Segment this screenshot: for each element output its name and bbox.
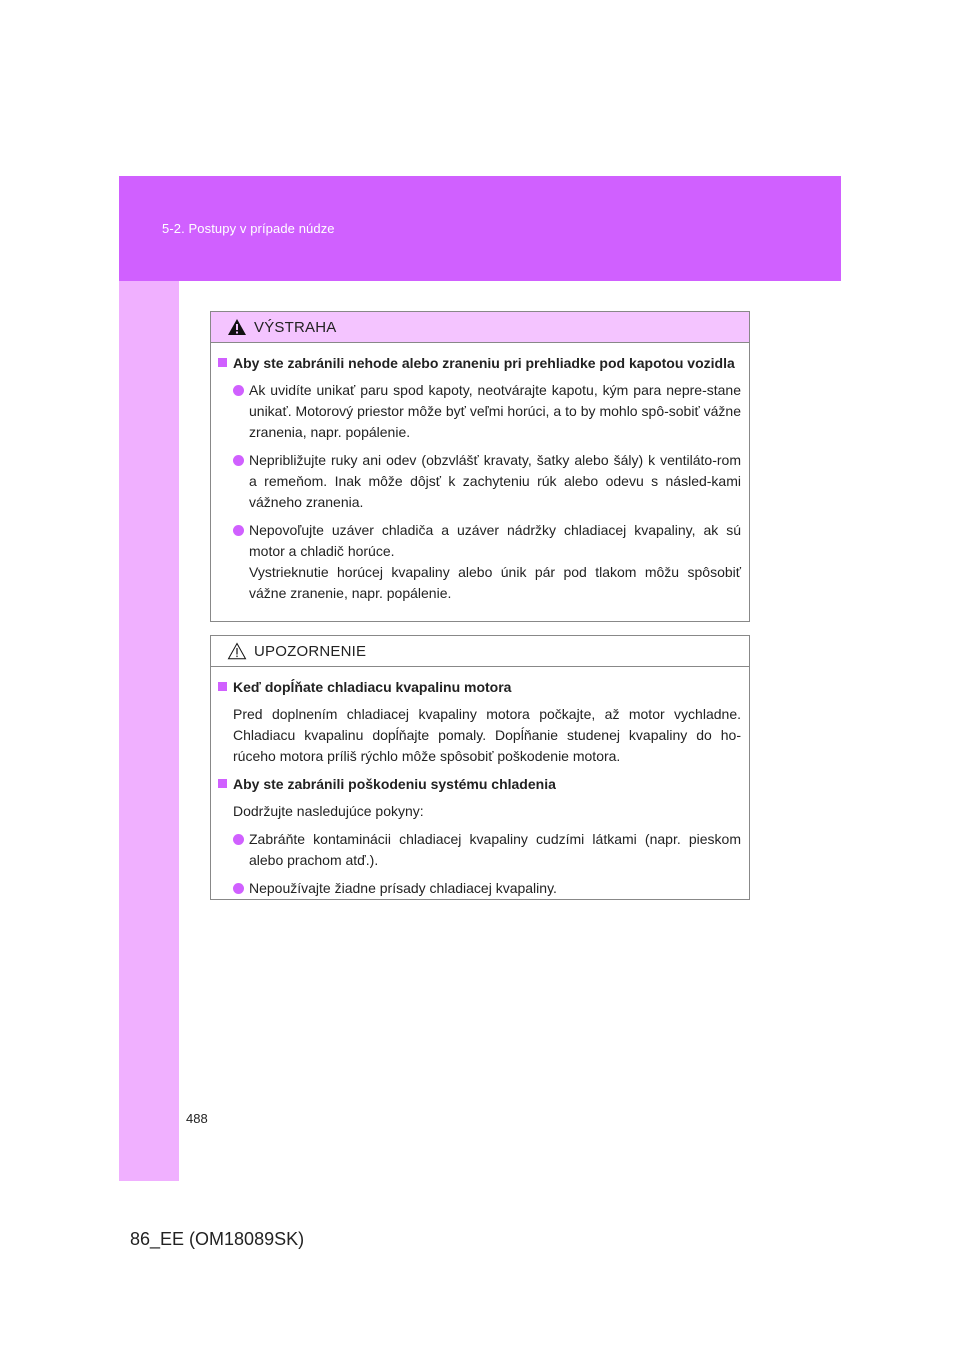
- caution-bullet: Zabráňte kontaminácii chladiacej kvapaliny cudzími látkami (napr. pieskom alebo prachom atď.).: [218, 829, 741, 871]
- square-bullet-icon: [218, 358, 227, 367]
- document-code: 86_EE (OM18089SK): [130, 1229, 305, 1249]
- caution-title: UPOZORNENIE: [254, 642, 367, 660]
- caution-heading-2: Aby ste zabránili poškodeniu systému chladenia: [218, 774, 741, 794]
- warning-bullet: Nepribližujte ruky ani odev (obzvlášť kravaty, šatky alebo šály) k ventiláto-rom a remeňom. Inak môže dôjsť k zachyteniu rúk alebo odevu s násled-kami vážneho zranenia.: [218, 450, 741, 513]
- caution-box-header: [211, 636, 749, 667]
- warning-bullet: Ak uvidíte unikať paru spod kapoty, neotvárajte kapotu, kým para nepre-stane unikať. Motorový priestor môže byť veľmi horúci, a to by mohlo spô-sobiť vážne zranenia, napr. popálenie.: [218, 380, 741, 443]
- round-bullet-icon: [233, 883, 244, 894]
- warning-triangle-filled-icon: [227, 318, 247, 336]
- chapter-side-strip: [119, 281, 179, 1181]
- caution-paragraph: Pred doplnením chladiacej kvapaliny motora počkajte, až motor vychladne. Chladiacu kvapalinu dopĺňajte pomaly. Dopĺňanie studenej kvapaliny do ho-rúceho motora príliš rýchlo môže spôsobiť poškodenie motora.: [233, 706, 741, 764]
- round-bullet-icon: [233, 455, 244, 466]
- round-bullet-icon: [233, 834, 244, 845]
- caution-heading-1: Keď dopĺňate chladiacu kvapalinu motora: [218, 677, 741, 697]
- round-bullet-icon: [233, 525, 244, 536]
- warning-box: [210, 311, 750, 622]
- caution-bullet: Nepoužívajte žiadne prísady chladiacej kvapaliny.: [218, 878, 741, 899]
- warning-triangle-outline-icon: [227, 642, 247, 660]
- round-bullet-icon: [233, 385, 244, 396]
- warning-title: VÝSTRAHA: [254, 318, 337, 336]
- caution-box: [210, 635, 750, 900]
- warning-bullet: Nepovoľujte uzáver chladiča a uzáver nádržky chladiacej kvapaliny, ak sú motor a chladič horúce. Vystrieknutie horúcej kvapaliny alebo únik pár pod tlakom môžu spôsobiť vážne zranenie, napr. popálenie.: [218, 520, 741, 604]
- section-title: 5-2. Postupy v prípade núdze: [162, 221, 335, 236]
- warning-box-header: [211, 312, 749, 343]
- square-bullet-icon: [218, 779, 227, 788]
- square-bullet-icon: [218, 682, 227, 691]
- page-number: 488: [186, 1111, 208, 1126]
- warning-heading: Aby ste zabránili nehode alebo zraneniu pri prehliadke pod kapotou vozidla: [218, 353, 741, 373]
- caution-intro: Dodržujte nasledujúce pokyny:: [233, 803, 424, 819]
